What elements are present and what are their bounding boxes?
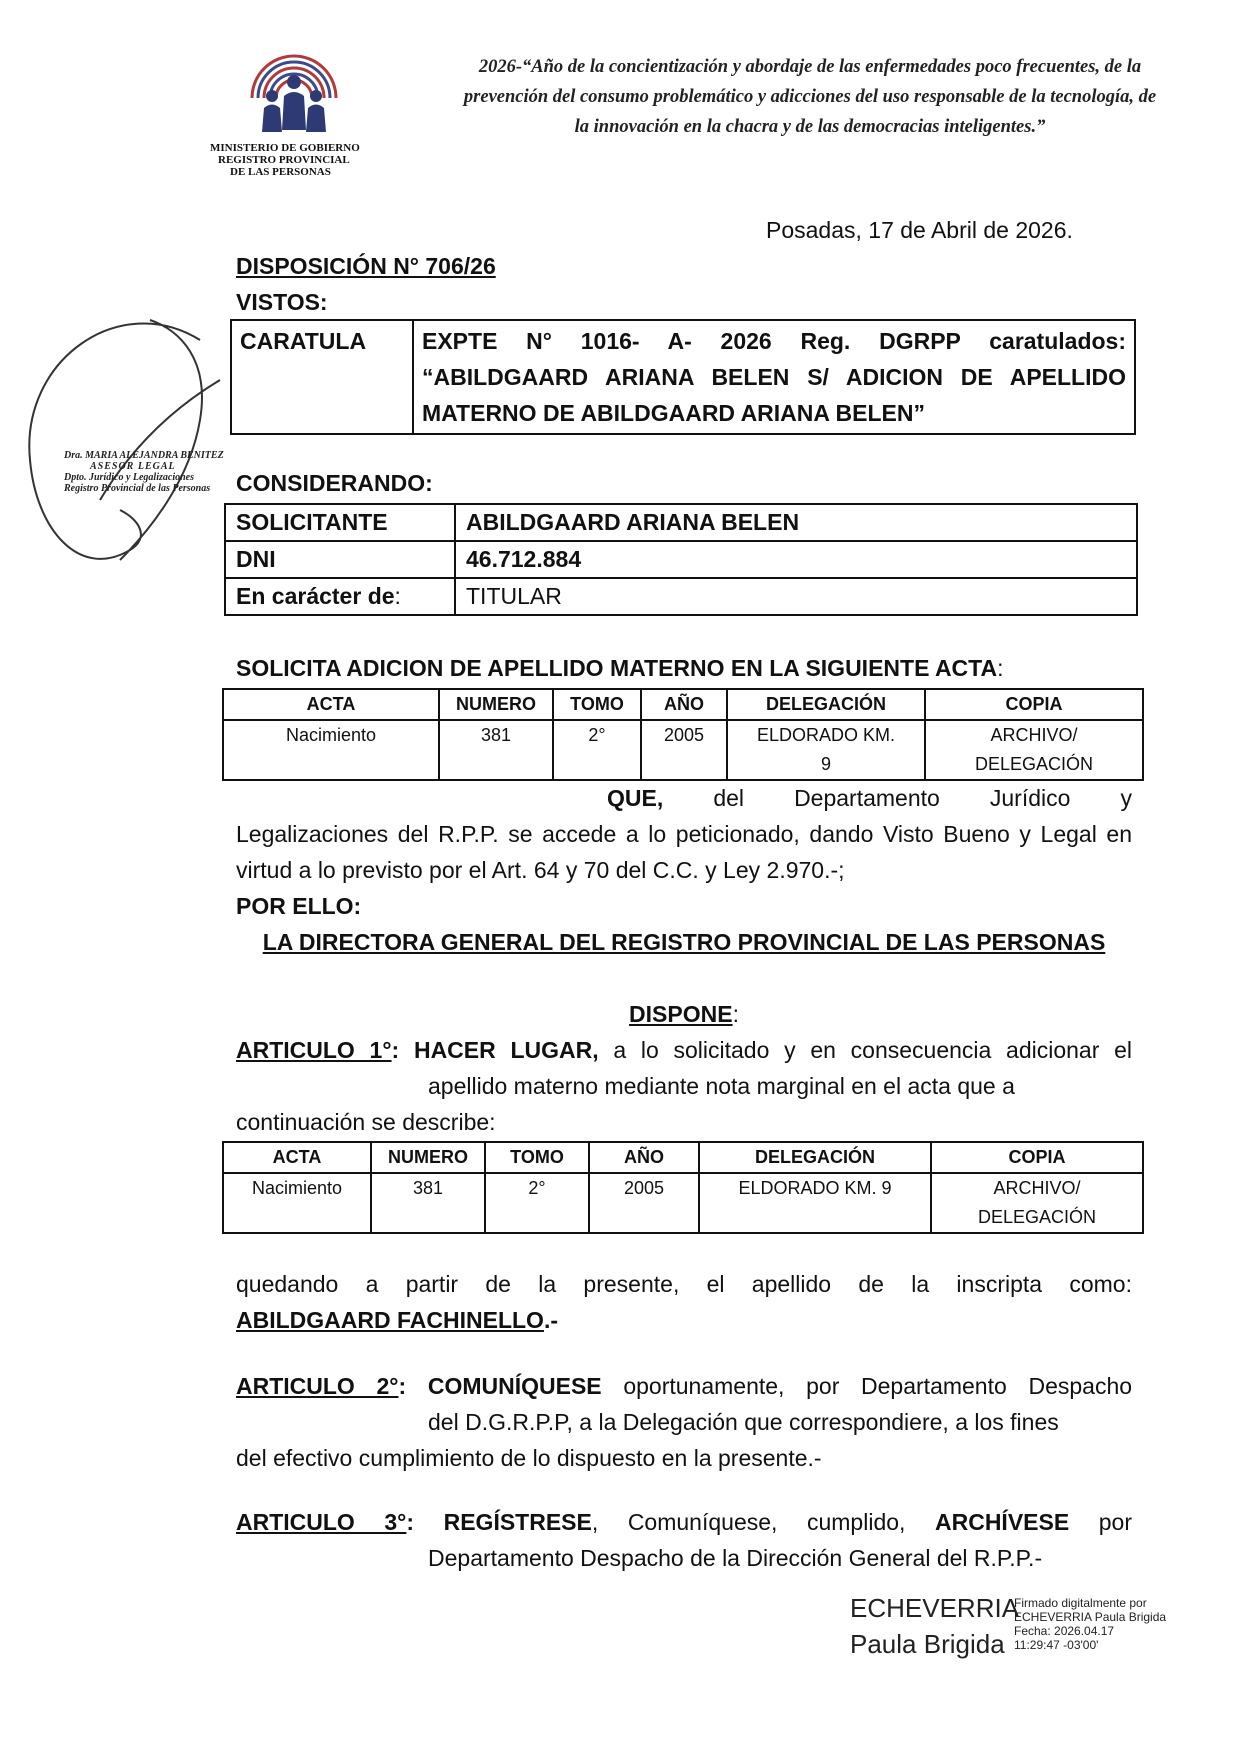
motto-line: 2026-“Año de la concientización y abordaje de las enfermedades poco frecuentes, de la [478, 57, 1142, 77]
table-cell: ARCHIVO/ DELEGACIÓN [931, 1173, 1143, 1233]
article-1-colon: : [391, 1037, 400, 1063]
caratula-row [231, 320, 1135, 434]
que-first-line [236, 780, 1132, 816]
article-1-text1: a lo solicitado y en consecuencia adicionar el [613, 1037, 1133, 1063]
signature-info-line: ECHEVERRIA Paula Brigida [1014, 1610, 1167, 1624]
header-cell: COPIA [931, 1142, 1143, 1173]
ministry-line: REGISTRO PROVINCIAL [218, 154, 350, 166]
article-1 [236, 1032, 1132, 1140]
article-2-text3: del efectivo cumplimiento de lo dispuesto en la presente.- [236, 1445, 822, 1471]
table-header-row [223, 1142, 1143, 1173]
table-cell: 2005 [641, 720, 727, 780]
header-cell: DELEGACIÓN [699, 1142, 931, 1173]
stamp-line: ASESOR LEGAL [90, 461, 176, 472]
registro-provincial-logo-icon [242, 38, 346, 138]
que-rest: Legalizaciones del R.P.P. se accede a lo peticionado, dando Visto Bueno y Legal en virtud a lo previsto por el Art. 64 y 70 del C.C. y Ley 2.970.-; [236, 821, 1132, 883]
que-line1-text: del Departamento Jurídico y [713, 785, 1132, 811]
article-3-mid: , Comuníquese, cumplido, [591, 1509, 906, 1535]
article-3-bold2: ARCHÍVESE [934, 1509, 1070, 1535]
header-cell: COPIA [925, 689, 1143, 720]
acta-table-2 [222, 1141, 1144, 1234]
quedando-text: quedando a partir de la presente, el apellido de la inscripta como: [236, 1271, 1132, 1297]
dispone-text: DISPONE [629, 1001, 733, 1027]
digital-signature-name [850, 1590, 1019, 1662]
year-motto [425, 52, 1195, 142]
table-header-row [223, 689, 1143, 720]
article-2-text1: oportunamente, por Departamento Despacho [623, 1373, 1133, 1399]
new-surname: ABILDGAARD FACHINELLO [236, 1307, 544, 1333]
dni-label: DNI [225, 541, 455, 578]
article-2-colon: : [398, 1373, 407, 1399]
digital-signature-info [1014, 1596, 1166, 1652]
signer-given-names: Paula Brigida [850, 1629, 1005, 1659]
table-cell: Nacimiento [223, 720, 439, 780]
table-row [225, 541, 1137, 578]
ministry-heading [210, 142, 400, 178]
table-cell: 381 [371, 1173, 485, 1233]
table-cell: ELDORADO KM. 9 [699, 1173, 931, 1233]
que-bold: QUE, [607, 785, 664, 811]
caracter-label-colon: : [394, 583, 401, 609]
header-cell: ACTA [223, 689, 439, 720]
header-cell: NUMERO [371, 1142, 485, 1173]
stamp-line: Dpto. Jurídico y Legalizaciones [64, 472, 194, 483]
table-cell: 2° [553, 720, 641, 780]
dispone-heading [236, 996, 1132, 1032]
header-cell: AÑO [589, 1142, 699, 1173]
article-3-text2: Departamento Despacho de la Dirección General del R.P.P.- [428, 1545, 1043, 1571]
table-cell: ARCHIVO/ DELEGACIÓN [925, 720, 1143, 780]
article-3-label: ARTICULO 3° [236, 1509, 407, 1535]
signature-info-line: Firmado digitalmente por [1014, 1596, 1147, 1610]
quedando-paragraph [236, 1266, 1132, 1338]
table-row [225, 578, 1137, 615]
caratula-content: EXPTE N° 1016- A- 2026 Reg. DGRPP caratulados: “ABILDGAARD ARIANA BELEN S/ ADICION DE APELLIDO MATERNO DE ABILDGAARD ARIANA BELEN” [413, 320, 1135, 434]
legal-advisor-stamp [64, 450, 224, 494]
table-row [225, 504, 1137, 541]
table-cell: 2005 [589, 1173, 699, 1233]
table-cell: Nacimiento [223, 1173, 371, 1233]
header-cell: TOMO [553, 689, 641, 720]
motto-line: prevención del consumo problemático y adicciones del uso responsable de la tecnología, de [463, 87, 1157, 107]
directora-heading: LA DIRECTORA GENERAL DEL REGISTRO PROVINCIAL DE LAS PERSONAS [262, 929, 1106, 955]
article-3 [236, 1504, 1132, 1576]
article-2-bold: COMUNÍQUESE [427, 1373, 602, 1399]
article-1-text2: apellido materno mediante nota marginal en el acta que a [428, 1073, 1015, 1099]
solicita-heading [236, 650, 1004, 686]
table-cell: 2° [485, 1173, 589, 1233]
stamp-line: Dra. MARIA ALEJANDRA BENITEZ [64, 450, 224, 461]
caratula-table [230, 319, 1136, 435]
article-3-text1: por [1098, 1509, 1132, 1535]
place-date: Posadas, 17 de Abril de 2026. [766, 217, 1073, 243]
acta-table-1 [222, 688, 1144, 781]
solicitante-value: ABILDGAARD ARIANA BELEN [455, 504, 1137, 541]
article-1-bold: HACER LUGAR, [413, 1037, 599, 1063]
article-1-text3: continuación se describe: [236, 1109, 496, 1135]
motto-line: la innovación en la chacra y de las democracias inteligentes.” [574, 117, 1046, 137]
header-cell: ACTA [223, 1142, 371, 1173]
article-1-line1 [236, 1032, 1132, 1068]
article-3-bold1: REGÍSTRESE [443, 1509, 592, 1535]
article-1-label: ARTICULO 1° [236, 1037, 392, 1063]
stamp-line: Registro Provincial de las Personas [64, 483, 211, 494]
signature-info-line: 11:29:47 -03'00' [1014, 1638, 1099, 1652]
caratula-label: CARATULA [231, 320, 413, 434]
que-paragraph [236, 780, 1132, 888]
dispone-colon: : [732, 1001, 739, 1027]
considerando-heading: CONSIDERANDO: [236, 470, 433, 496]
table-row [223, 720, 1143, 780]
caracter-label [225, 578, 455, 615]
header-cell: AÑO [641, 689, 727, 720]
solicita-heading-text: SOLICITA ADICION DE APELLIDO MATERNO EN LA SIGUIENTE ACTA [236, 655, 998, 681]
table-cell: ELDORADO KM. 9 [727, 720, 925, 780]
caracter-label-text: En carácter de [236, 583, 395, 609]
solicitante-label: SOLICITANTE [225, 504, 455, 541]
solicitante-table [224, 503, 1138, 616]
article-2-text2: del D.G.R.P.P, a la Delegación que correspondiere, a los fines [428, 1409, 1059, 1435]
article-2-line1 [236, 1368, 1132, 1404]
caracter-value: TITULAR [455, 578, 1137, 615]
solicita-heading-colon: : [997, 655, 1004, 681]
article-2-label: ARTICULO 2° [236, 1373, 399, 1399]
dni-value: 46.712.884 [455, 541, 1137, 578]
header-cell: TOMO [485, 1142, 589, 1173]
vistos-heading: VISTOS: [236, 289, 328, 315]
article-2 [236, 1368, 1132, 1476]
article-3-colon: : [406, 1509, 415, 1535]
table-cell: 381 [439, 720, 553, 780]
disposition-title: DISPOSICIÓN N° 706/26 [236, 253, 496, 279]
new-surname-suffix: .- [543, 1307, 558, 1333]
signature-info-line: Fecha: 2026.04.17 [1014, 1624, 1115, 1638]
signer-surname: ECHEVERRIA [850, 1593, 1020, 1623]
ministry-line: MINISTERIO DE GOBIERNO [210, 142, 360, 154]
header-cell: NUMERO [439, 689, 553, 720]
article-3-line1 [236, 1504, 1132, 1540]
ministry-line: DE LAS PERSONAS [230, 166, 331, 178]
table-row [223, 1173, 1143, 1233]
header-cell: DELEGACIÓN [727, 689, 925, 720]
por-ello-heading: POR ELLO: [236, 893, 362, 919]
quedando-surname-line [236, 1302, 1132, 1338]
